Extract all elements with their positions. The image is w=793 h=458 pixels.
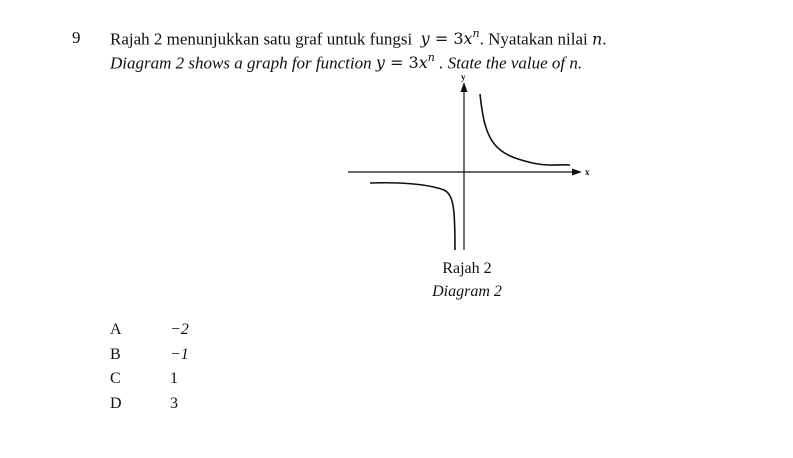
function-graph	[340, 70, 600, 260]
question-malay-var: n	[591, 29, 603, 49]
question-english-before: Diagram 2 shows a graph for function	[110, 53, 372, 73]
diagram-caption-malay: Rajah 2	[442, 260, 492, 277]
y-axis-label: y	[461, 72, 466, 82]
option-b-value: −1	[170, 346, 189, 363]
option-a-letter: A	[110, 321, 122, 338]
question-text-malay: Rajah 2 menunjukkan satu graf untuk fungsi $y = 3x^n$. Nyatakan nilai n.	[110, 27, 607, 49]
y-axis-arrowhead	[461, 82, 468, 92]
question-number: 9	[72, 28, 81, 47]
option-c-value: 1	[170, 370, 178, 387]
question-malay-after: . Nyatakan nilai	[479, 29, 588, 49]
x-axis-label: x	[585, 167, 590, 177]
option-a-value: −2	[170, 321, 189, 338]
x-axis-arrowhead	[572, 169, 582, 176]
curve-branch-negative	[370, 183, 455, 250]
function-expression-malay: $y = 3x^n$	[420, 27, 480, 49]
option-b-letter: B	[110, 346, 121, 363]
function-expression-english: $y = 3x^n$	[375, 51, 435, 73]
option-d-letter: D	[110, 395, 122, 412]
option-d-value: 3	[170, 395, 178, 412]
question-text-english: Diagram 2 shows a graph for function $y = 3x^n$ . State the value of n.	[110, 51, 583, 73]
curve-branch-positive	[480, 94, 570, 165]
question-malay-before: Rajah 2 menunjukkan satu graf untuk fungsi	[110, 29, 413, 49]
option-c-letter: C	[110, 370, 121, 387]
diagram-caption-english: Diagram 2	[432, 283, 502, 300]
question-english-after: . State the value of	[439, 53, 566, 73]
question-english-var: n	[569, 53, 578, 73]
